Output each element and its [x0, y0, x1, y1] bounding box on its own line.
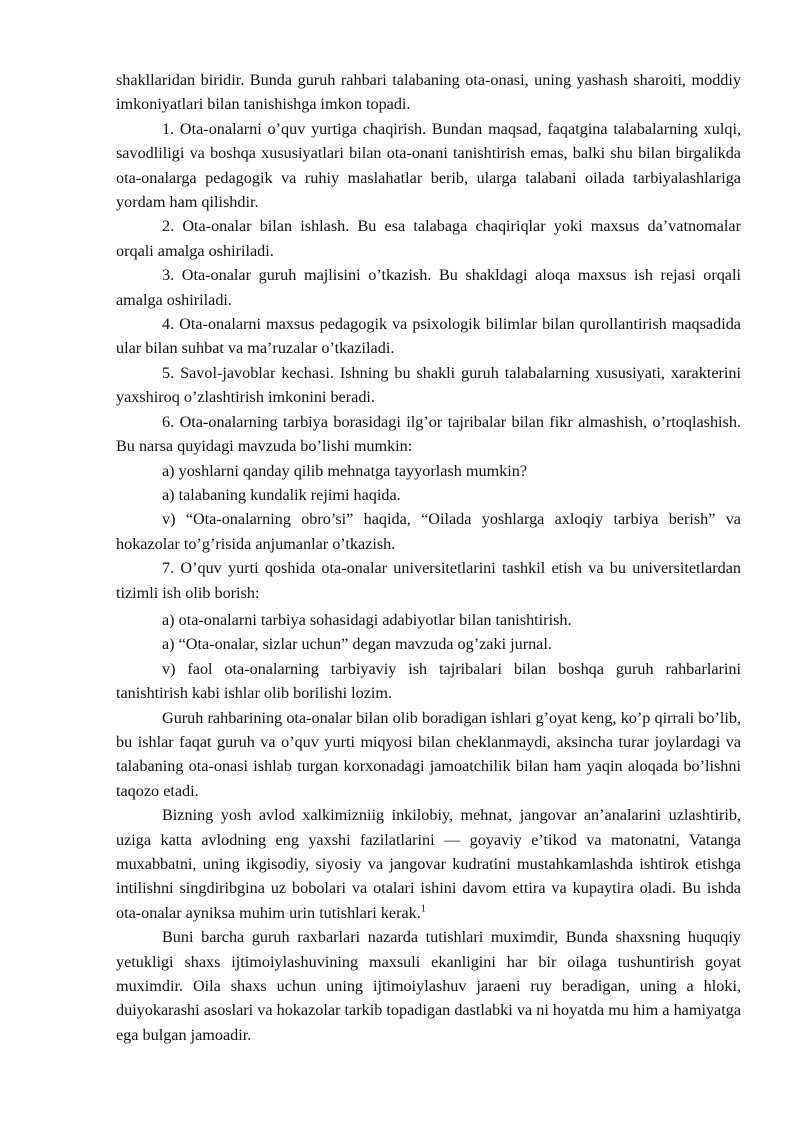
paragraph-young-generation-text: Bizning yosh avlod xalkimizniig inkilobiy, mehnat, jangovar an’analarini uzlashtirib, uziga katta avlodning eng yaxshi fazilatlarini — goyaviy e’tikod va matonatni, Vatanga muxabbatni, uning ikgisodiy, siyosiy va jangovar kudratini mustahkamlashda ishtirok etishga intilishni singdiribgina uz bobolari va otalari ishini davom ettira va kupaytira oladi. Bu ishda ota-onalar ayniksa muhim urin tutishlari kerak. — [116, 806, 741, 922]
list-item-4: 4. Ota-onalarni maxsus pedagogik va psixologik bilimlar bilan qurollantirish maqsadida ular bilan suhbat va ma’ruzalar o’tkaziladi. — [116, 315, 741, 358]
sub-item-6a: a) yoshlarni qanday qilib mehnatga tayyorlash mumkin? — [162, 461, 528, 480]
body-text — [116, 68, 741, 1047]
list-item-2: 2. Ota-onalar bilan ishlash. Bu esa talabaga chaqiriqlar yoki maxsus da’vatnomalar orqali amalga oshiriladi. — [116, 217, 741, 260]
paragraph-family-role: Buni barcha guruh raxbarlari nazarda tutishlari muximdir, Bunda shaxsning huquqiy yetukligi shaxs ijtimoiylashuvining maxsuli ekanligini har bir oilaga tushuntirish goyat muximdir. Oila shaxs uchun uning ijtimoiylashuv jaraeni ruy beradigan, uning a hloki, duiyokarashi asoslari va hokazolar tarkib topadigan dastlabki va ni hoyatda mu him a hamiyatga ega bulgan jamoadir. — [116, 928, 741, 1044]
paragraph-continuation: shakllaridan biridir. Bunda guruh rahbari talabaning ota-onasi, uning yashash sharoiti, moddiy imkoniyatlari bilan tanishishga imkon topadi. — [116, 71, 741, 114]
sub-item-6b: a) talabaning kundalik rejimi haqida. — [162, 485, 401, 504]
footnote-reference: 1 — [420, 903, 426, 915]
list-item-5: 5. Savol-javoblar kechasi. Ishning bu shakli guruh talabalarning xususiyati, xarakterini yaxshiroq o’zlashtirish imkonini beradi. — [116, 363, 741, 407]
sub-item-7b: a) “Ota-onalar, sizlar uchun” degan mavzuda og’zaki jurnal. — [162, 635, 552, 654]
paragraph-group-leader: Guruh rahbarining ota-onalar bilan olib boradigan ishlari g’oyat keng, ko’p qirrali bo’lib, bu ishlar faqat guruh va o’quv yurti miqyosi bilan cheklanmaydi, aksincha turar joylardagi va talabaning ota-onasi ishlab turgan korxonadagi jamoatchilik bilan ham yaqin aloqada bo’lishni taqozo etadi. — [116, 708, 741, 800]
paragraph-young-generation — [116, 803, 741, 925]
list-item-3: 3. Ota-onalar guruh majlisini o’tkazish. Bu shakldagi aloqa maxsus ish rejasi orqali amalga oshiriladi. — [116, 266, 741, 309]
sub-item-7a: a) ota-onalarni tarbiya sohasidagi adabiyotlar bilan tanishtirish. — [162, 610, 572, 629]
list-item-1: 1. Ota-onalarni o’quv yurtiga chaqirish. Bundan maqsad, faqatgina talabalarning xulqi, savodliligi va boshqa xususiyatlari bilan ota-onani tanishtirish emas, balki shu bilan birgalikda ota-onalarga pedagogik va ruhiy maslahatlar berib, ularga talabani oilada tarbiyalashlariga yordam ham qilishdir. — [116, 119, 741, 212]
list-item-7: 7. O’quv yurti qoshida ota-onalar universitetlarini tashkil etish va bu universitetlardan tizimli ish olib borish: — [116, 559, 741, 602]
sub-item-7c: v) faol ota-onalarning tarbiyaviy ish tajribalari bilan boshqa guruh rahbarlarini tanishtirish kabi ishlar olib borilishi lozim. — [116, 659, 741, 703]
sub-item-6c: v) “Ota-onalarning obro’si” haqida, “Oilada yoshlarga axloqiy tarbiya berish” va hokazolar to’g’risida anjumanlar o’tkazish. — [116, 510, 741, 553]
list-item-6: 6. Ota-onalarning tarbiya borasidagi ilg’or tajribalar bilan fikr almashish, o’rtoqlashish. Bu narsa quyidagi mavzuda bo’lishi mumkin: — [116, 412, 741, 456]
